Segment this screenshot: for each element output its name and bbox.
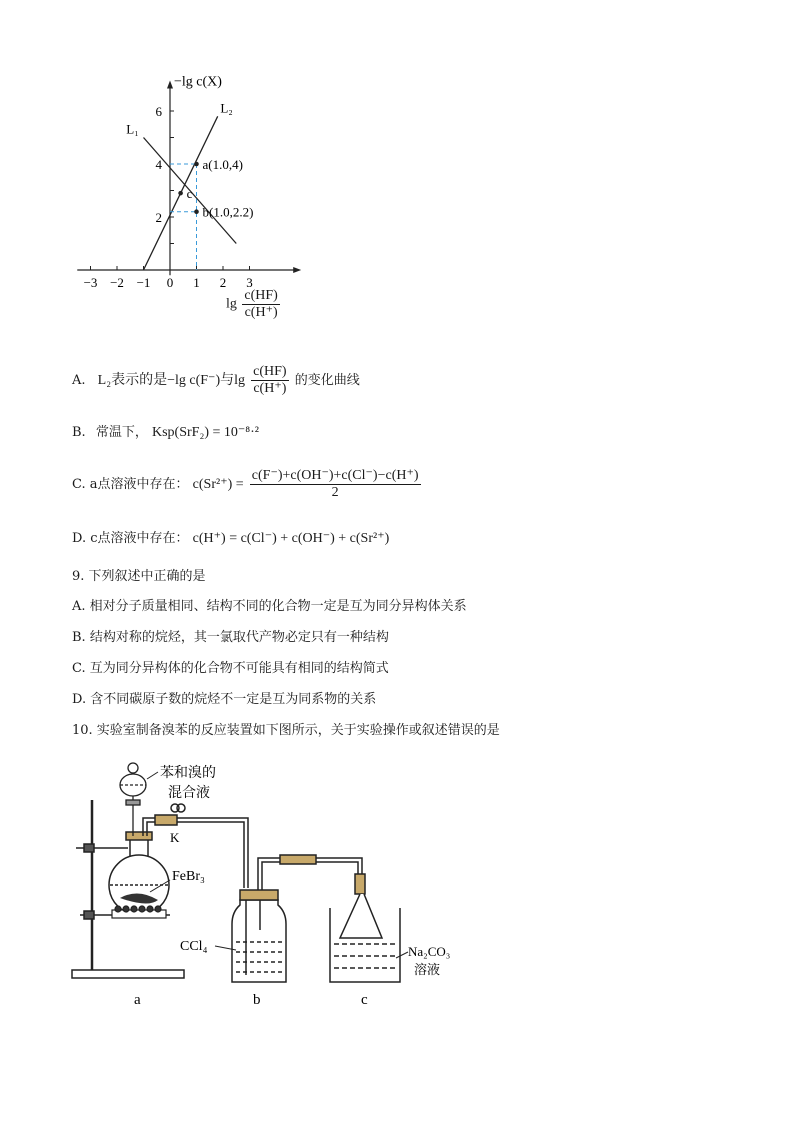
q8-d-prefix: D. bbox=[72, 531, 87, 546]
x-axis-label bbox=[226, 288, 282, 321]
apparatus-b-label: b bbox=[253, 992, 261, 1008]
x-axis-label-num: c(HF) bbox=[244, 288, 278, 303]
q8-option-b bbox=[72, 424, 259, 442]
q8-a-num: c(HF) bbox=[253, 364, 287, 379]
q8-option-d bbox=[72, 530, 389, 548]
ccl4-label: CCl₄ bbox=[180, 939, 208, 954]
gas-bottle bbox=[232, 890, 286, 982]
q8-d-text1: c点溶液中存在： bbox=[90, 531, 189, 546]
series-label-L1: L₁ bbox=[126, 121, 139, 137]
solution-label: 溶液 bbox=[414, 962, 441, 977]
q8-c-num: c(F⁻)+c(OH⁻)+c(Cl⁻)−c(H⁺) bbox=[251, 468, 419, 483]
q10-stem: 10. 实验室制备溴苯的反应装置如下图所示，关于实验操作或叙述错误的是 bbox=[72, 723, 500, 738]
q9-option-c: C. 互为同分异构体的化合物不可能具有相同的结构简式 bbox=[72, 661, 389, 676]
dropping-funnel bbox=[120, 763, 146, 836]
q8-c-text1: a点溶液中存在： bbox=[89, 477, 189, 492]
y-tick-label: 6 bbox=[155, 104, 162, 119]
y-tick-label: 2 bbox=[155, 210, 162, 225]
q9-option-a: A. 相对分子质量相同、结构不同的化合物一定是互为同分异构体关系 bbox=[72, 599, 467, 614]
q8-c-prefix: C. bbox=[72, 477, 86, 492]
apparatus-c-label: c bbox=[361, 992, 368, 1008]
heating-plate bbox=[112, 906, 166, 918]
point-label-a: a(1.0,4) bbox=[202, 157, 243, 172]
q8-option-a bbox=[72, 364, 360, 397]
x-tick-label: −1 bbox=[136, 275, 151, 290]
x-tick-label: −2 bbox=[110, 275, 124, 290]
x-tick-label: 0 bbox=[166, 275, 174, 290]
apparatus-a-label: a bbox=[134, 992, 141, 1008]
funnel-leader bbox=[147, 772, 158, 779]
x-tick-label: 1 bbox=[193, 275, 200, 290]
point-label-c: c bbox=[186, 186, 193, 202]
funnel-label-2: 混合液 bbox=[168, 786, 210, 801]
q8-b-expr: Ksp(SrF₂) = 10⁻⁸·² bbox=[151, 425, 260, 440]
apparatus-diagram bbox=[60, 752, 480, 1012]
q8-a-prefix: A. bbox=[72, 373, 86, 388]
funnel-label-1: 苯和溴的 bbox=[160, 766, 216, 781]
point-label-b: b(1.0,2.2) bbox=[202, 204, 254, 220]
x-axis-label-den: c(H⁺) bbox=[244, 305, 278, 320]
q8-b-text1: 常温下， bbox=[95, 425, 148, 440]
point-2 bbox=[194, 209, 199, 214]
q8-c-lhs: c(Sr²⁺) = bbox=[192, 477, 244, 492]
x-tick-label: 2 bbox=[219, 275, 227, 290]
x-tick-label: 3 bbox=[246, 275, 253, 290]
y-tick-label: 4 bbox=[155, 157, 162, 172]
q8-option-c bbox=[72, 468, 423, 501]
q8-a-den: c(H⁺) bbox=[253, 381, 287, 396]
q9-option-d: D. 含不同碳原子数的烷烃不一定是互为同系物的关系 bbox=[72, 692, 377, 707]
x-axis-arrow bbox=[293, 267, 301, 273]
q9-option-b: B. 结构对称的烷烃，其一氯取代产物必定只有一种结构 bbox=[72, 630, 389, 645]
point-1 bbox=[194, 162, 199, 167]
na2co3-label: Na₂CO₃ bbox=[408, 944, 451, 959]
x-tick-label: −3 bbox=[83, 275, 98, 290]
series-label-L2: L₂ bbox=[220, 100, 233, 116]
q8-a-text1: L₂表示的是−lg c(F⁻)与lg bbox=[97, 373, 245, 388]
catalyst-label: FeBr₃ bbox=[172, 869, 205, 884]
q8-d-expr: c(H⁺) = c(Cl⁻) + c(OH⁻) + c(Sr²⁺) bbox=[192, 531, 390, 546]
x-axis-label-prefix: lg bbox=[226, 296, 237, 312]
valve-label: K bbox=[170, 830, 180, 845]
y-axis-arrow bbox=[167, 81, 173, 89]
q8-a-text2: 的变化曲线 bbox=[294, 373, 360, 388]
q9-stem: 9. 下列叙述中正确的是 bbox=[72, 569, 206, 584]
q8-b-prefix: B. bbox=[72, 425, 86, 440]
y-axis-label: −lg c(X) bbox=[174, 74, 222, 90]
point-3 bbox=[178, 191, 183, 196]
q8-c-den: 2 bbox=[331, 485, 339, 500]
beaker bbox=[330, 894, 400, 982]
